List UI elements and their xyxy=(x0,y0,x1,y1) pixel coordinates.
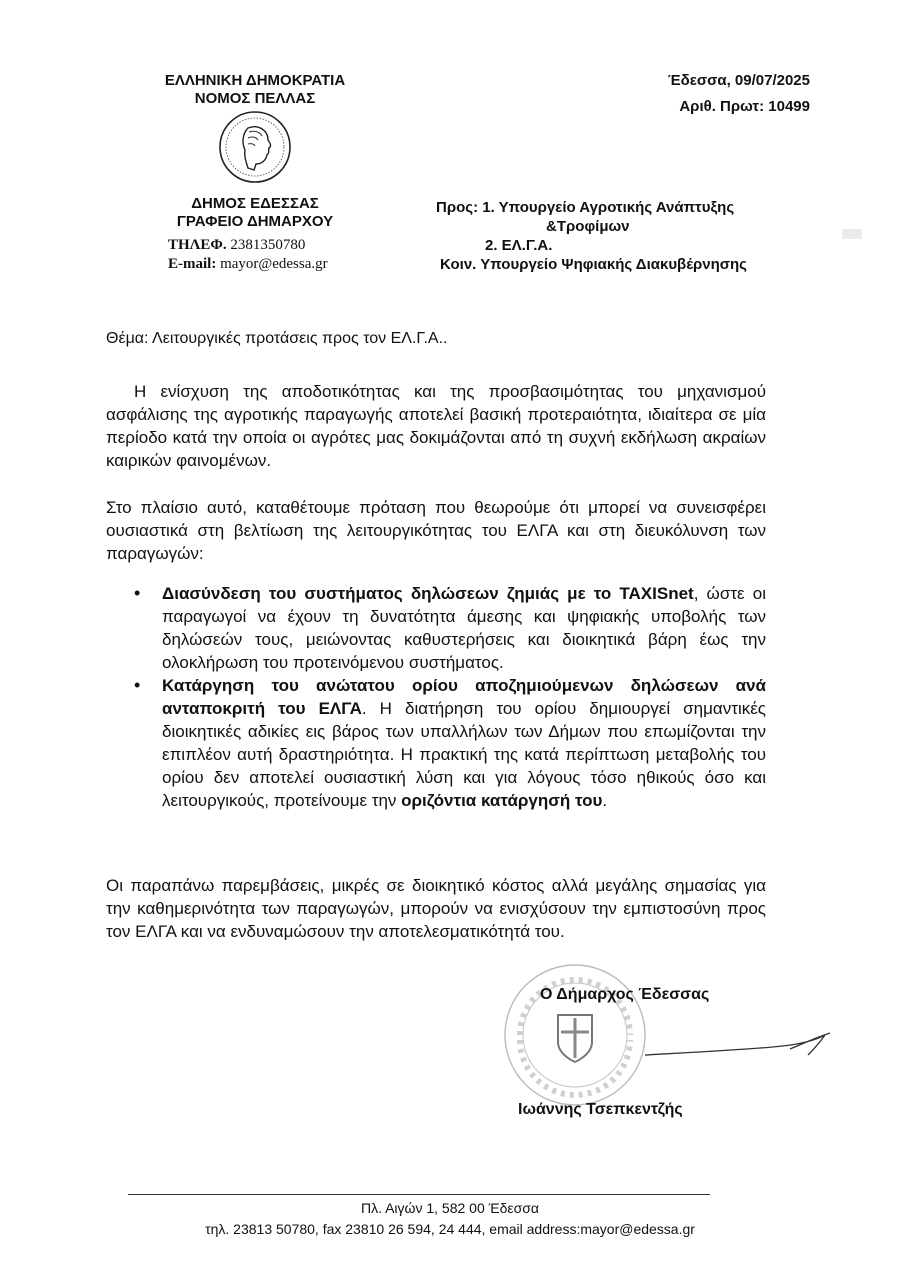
phone-value: 2381350780 xyxy=(230,237,306,253)
recipient-line-3: 2. ΕΛ.Γ.Α. xyxy=(485,237,553,254)
footer-contact: τηλ. 23813 50780, fax 23810 26 594, 24 444, email address:mayor@edessa.gr xyxy=(205,1221,695,1237)
paragraph-2: Στο πλαίσιο αυτό, καταθέτουμε πρόταση που θεωρούμε ότι μπορεί να συνεισφέρει ουσιαστικά στη βελτίωση της λειτουργικότητας του ΕΛΓΑ και στη διευκόλυνση των παραγωγών: xyxy=(106,498,766,563)
email-label: E-mail: xyxy=(168,256,217,272)
contact-block xyxy=(168,236,388,274)
proposal-1-title: Διασύνδεση του συστήματος δηλώσεων ζημιάς με το TAXISnet xyxy=(162,584,694,603)
footer-divider xyxy=(128,1194,710,1195)
subject-line: Θέμα: Λειτουργικές προτάσεις προς τον ΕΛ.Γ.Α.. xyxy=(106,330,448,347)
handwritten-signature xyxy=(640,1015,840,1065)
header-right xyxy=(560,68,810,120)
letter-date: Έδεσσα, 09/07/2025 xyxy=(667,72,810,89)
protocol-number: Αριθ. Πρωτ: 10499 xyxy=(679,98,810,115)
paragraph-3: Οι παραπάνω παρεμβάσεις, μικρές σε διοικητικό κόστος αλλά μεγάλης σημασίας για την καθημερινότητα των παραγωγών, μπορούν να ενισχύσουν την εμπιστοσύνη προς τον ΕΛΓΑ και να ενδυναμώσουν την αποτελεσματικότητά του. xyxy=(106,876,766,941)
proposal-2-text: . Η διατήρηση του ορίου δημιουργεί σημαντικές διοικητικές αδικίες εις βάρος των υπαλλήλων των Δήμων που επωμίζονται την επιπλέον αυτή δραστηριότητα. Η πρακτική της κατά περίπτωση μεταβολής του ορίου δεν αποτελεί ουσιαστική λύση και για λόγους τόσο ηθικούς όσο και λειτουργικούς, προτείνουμε την xyxy=(162,699,766,810)
official-seal xyxy=(500,960,650,1110)
recipient-line-4: Κοιν. Υπουργείο Ψηφιακής Διακυβέρνησης xyxy=(440,256,747,273)
recipient-line-1: Προς: 1. Υπουργείο Αγροτικής Ανάπτυξης xyxy=(436,199,735,216)
phone-line xyxy=(168,236,388,255)
email-line xyxy=(168,255,388,274)
country-name: ΕΛΛΗΝΙΚΗ ΔΗΜΟΚΡΑΤΙΑ xyxy=(164,72,346,89)
signatory-name: Ιωάννης Τσεπκεντζής xyxy=(518,1101,683,1118)
scan-artifact xyxy=(842,229,862,239)
recipients-block xyxy=(436,198,816,274)
prefecture-name: ΝΟΜΟΣ ΠΕΛΛΑΣ xyxy=(194,90,316,107)
footer xyxy=(100,1198,800,1240)
proposal-2-emphasis: οριζόντια κατάργησή του xyxy=(401,791,603,810)
phone-label: ΤΗΛΕΦ. xyxy=(168,237,227,253)
proposal-1-text: , ώστε οι παραγωγοί να έχουν τη δυνατότητα άμεσης και ψηφιακής υποβολής των δηλώσεών τους, μειώνοντας καθυστερήσεις και διοικητικά βάρη έως την ολοκλήρωση του προτεινόμενου συστήματος. xyxy=(162,584,766,672)
list-item xyxy=(162,674,766,812)
header-office xyxy=(130,195,380,231)
municipality-name: ΔΗΜΟΣ ΕΔΕΣΣΑΣ xyxy=(191,195,319,212)
proposal-2-end: . xyxy=(602,791,608,810)
office-name: ΓΡΑΦΕΙΟ ΔΗΜΑΡΧΟΥ xyxy=(176,213,334,230)
paragraph-1: Η ενίσχυση της αποδοτικότητας και της προσβασιμότητας του μηχανισμού ασφάλισης της αγροτικής παραγωγής αποτελεί βασική προτεραιότητα, ιδιαίτερα σε μία περίοδο κατά την οποία οι αγρότες μας δοκιμάζονται από τη συχνή εκδήλωση ακραίων καιρικών φαινομένων. xyxy=(106,382,766,470)
header-left xyxy=(120,72,390,108)
email-value: mayor@edessa.gr xyxy=(220,256,328,272)
recipient-line-2: &Τροφίμων xyxy=(546,218,630,235)
proposal-list xyxy=(162,582,766,812)
municipality-emblem xyxy=(218,110,292,184)
proposal-2-title: Κατάργηση του ανώτατου ορίου αποζημιούμενων δηλώσεων ανά ανταποκριτή του ΕΛΓΑ xyxy=(162,676,766,718)
footer-address: Πλ. Αιγών 1, 582 00 Έδεσσα xyxy=(360,1200,540,1216)
list-item xyxy=(162,582,766,674)
signatory-title: Ο Δήμαρχος Έδεσσας xyxy=(540,986,710,1003)
